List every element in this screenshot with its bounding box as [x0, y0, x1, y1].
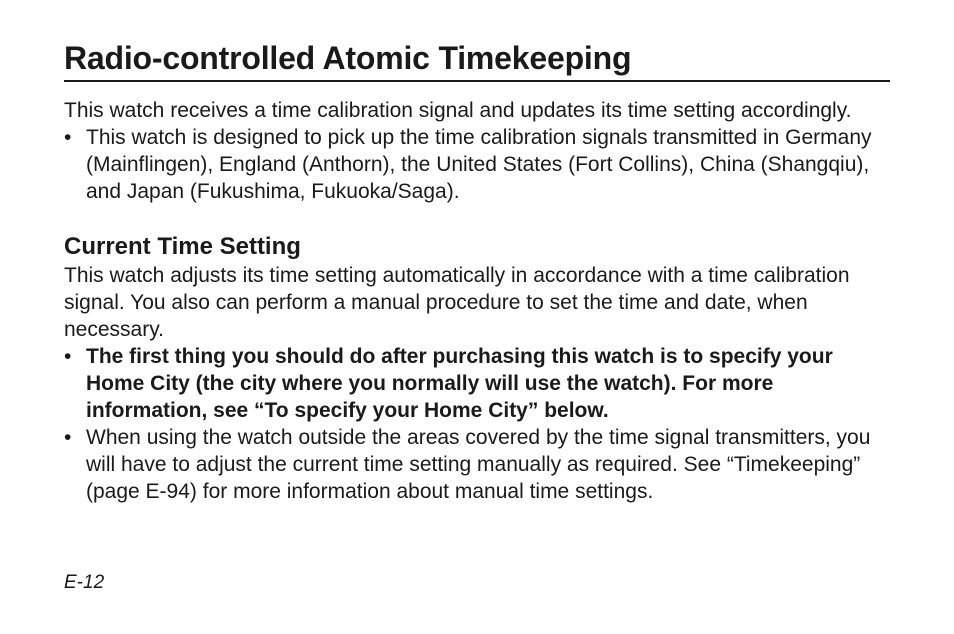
- list-item: [64, 343, 890, 424]
- bullet-marker: •: [64, 426, 72, 449]
- section-paragraph: This watch adjusts its time setting automatically in accordance with a time calibration signal. You also can perform a manual procedure to set the time and date, when necessary.: [64, 264, 850, 341]
- page-title: Radio-controlled Atomic Timekeeping: [64, 38, 890, 82]
- page-number: E-12: [64, 572, 105, 593]
- bullet-text: The first thing you should do after purchasing this watch is to specify your Home City (the city where you normally will use the watch). For more information, see “To specify your Home City” below.: [86, 345, 833, 422]
- intro-bullet-list: [64, 124, 890, 205]
- bullet-marker: •: [64, 126, 72, 149]
- manual-page: [64, 38, 890, 505]
- bullet-text: This watch is designed to pick up the time calibration signals transmitted in Germany (Mainflingen), England (Anthorn), the United States (Fort Collins), China (Shangqiu), and Japan (Fukushima, Fukuoka/Saga).: [86, 126, 872, 203]
- intro-paragraph: This watch receives a time calibration signal and updates its time setting accordingly.: [64, 99, 852, 122]
- bullet-text: When using the watch outside the areas covered by the time signal transmitters, you will have to adjust the current time setting manually as required. See “Timekeeping” (page E-94) for more information about manual time settings.: [86, 426, 871, 503]
- section-bullet-list: [64, 343, 890, 505]
- list-item: [64, 424, 890, 505]
- list-item: [64, 124, 890, 205]
- bullet-marker: •: [64, 345, 72, 368]
- section-heading: Current Time Setting: [64, 233, 301, 260]
